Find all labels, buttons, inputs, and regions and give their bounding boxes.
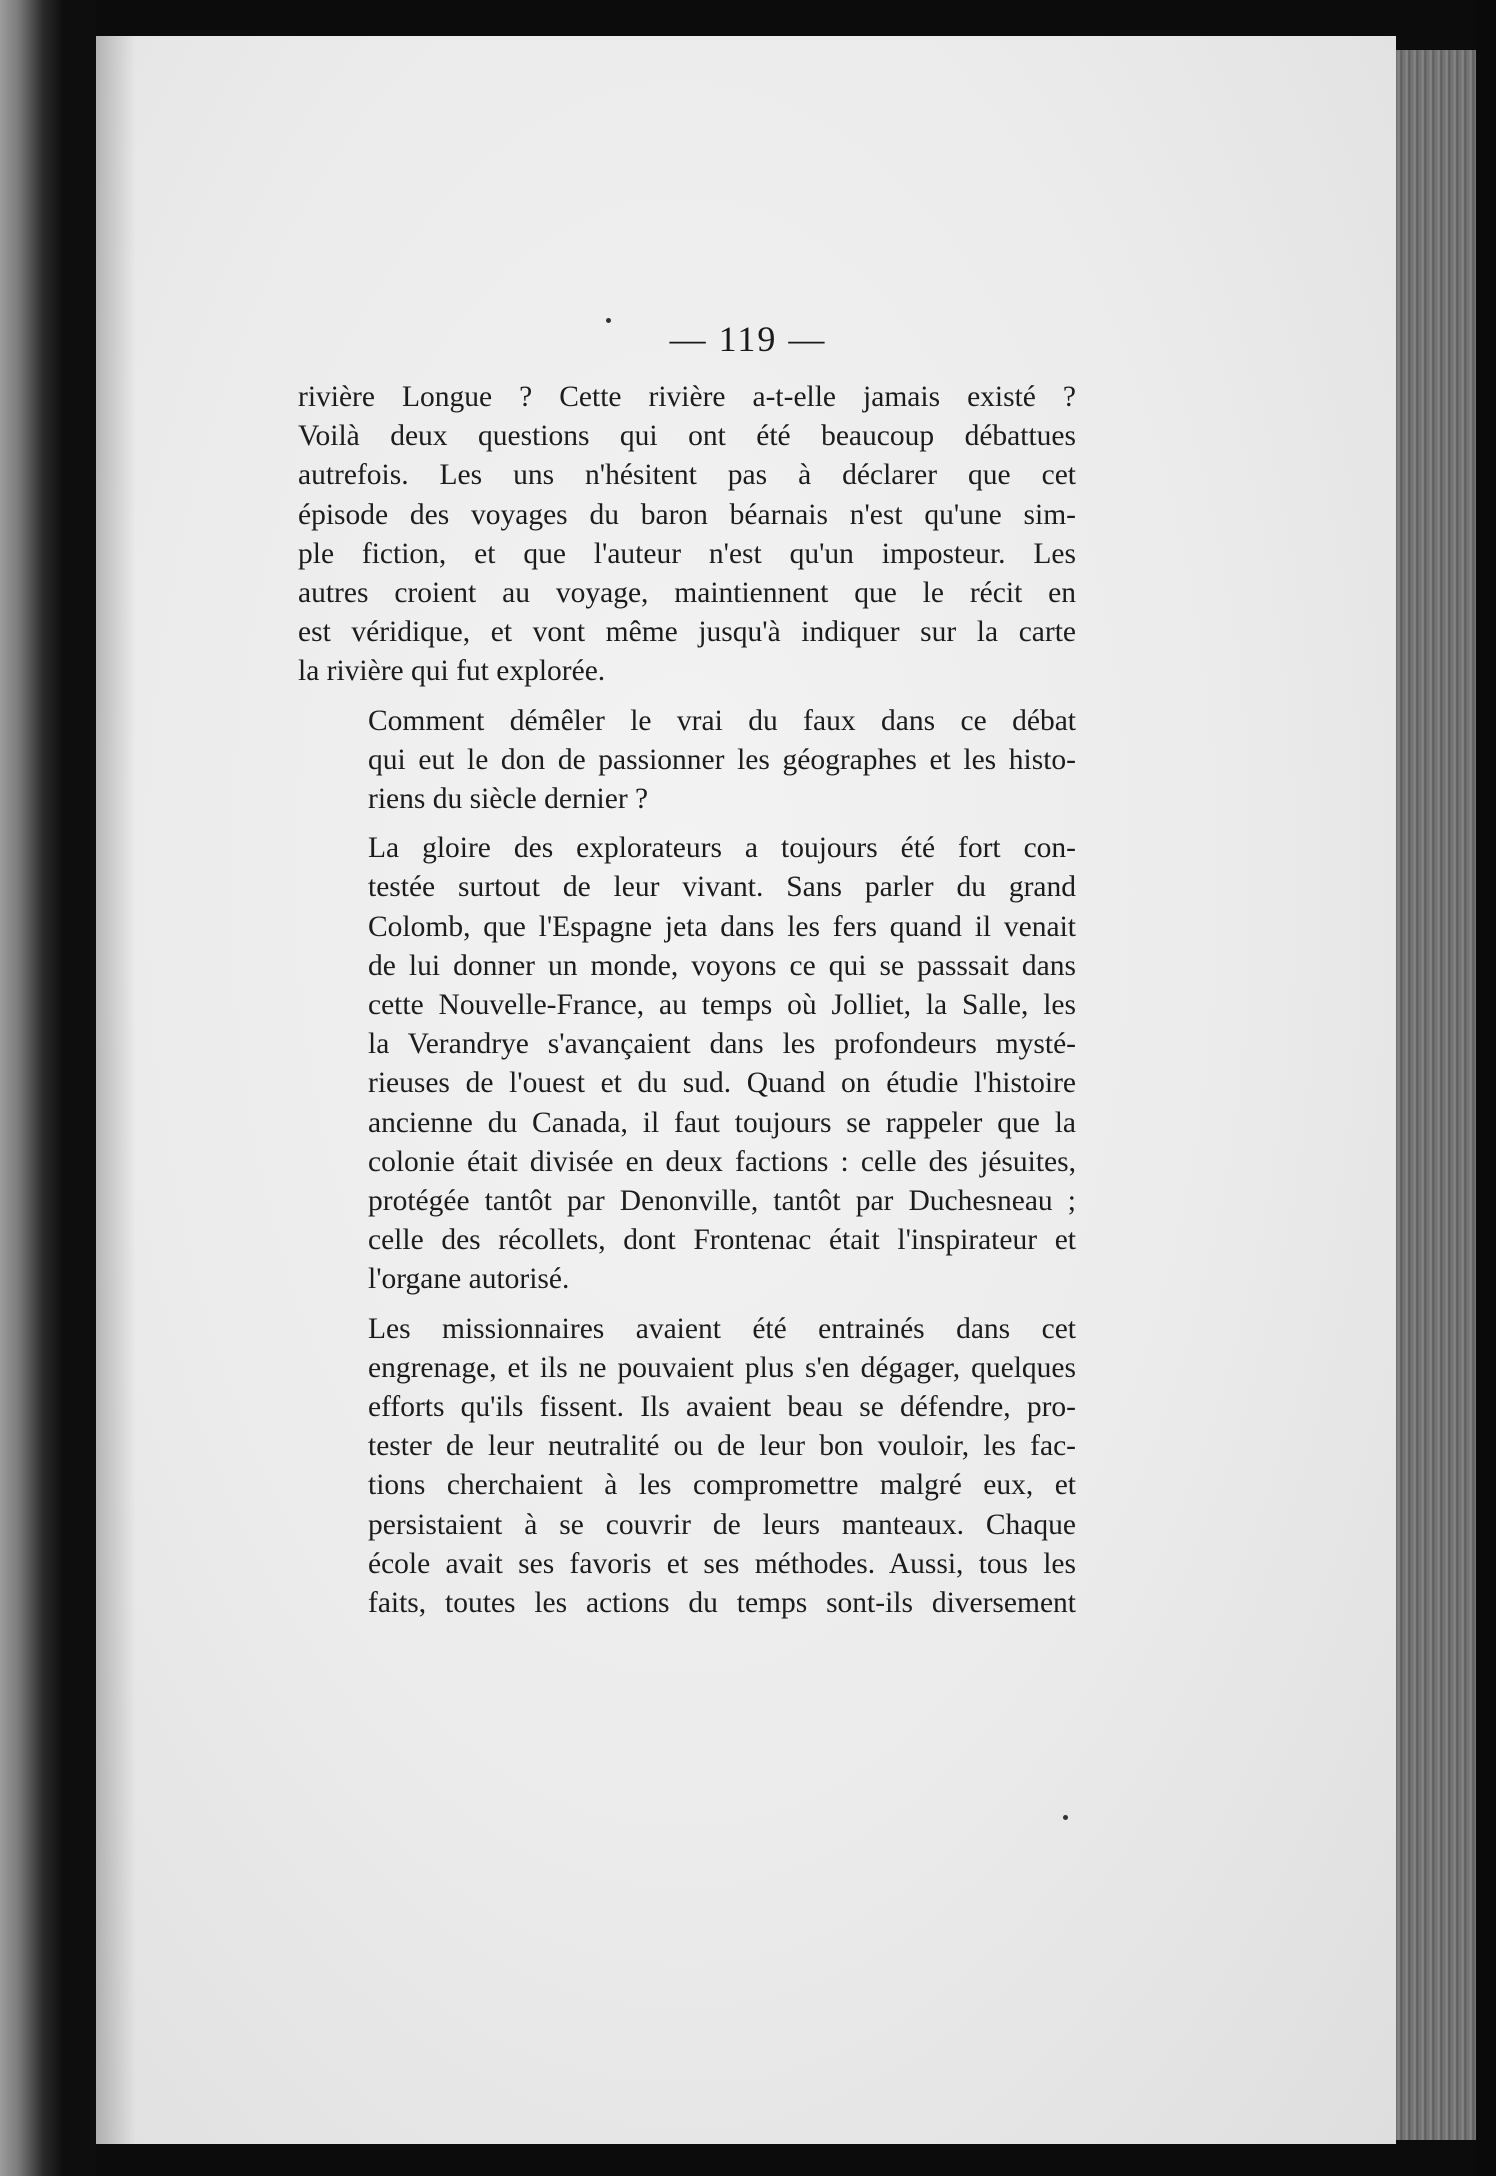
text-line: Voilà deux questions qui ont été beaucoup débattues <box>298 420 1076 453</box>
text-line: épisode des voyages du baron béarnais n'est qu'une sim- <box>298 498 1076 531</box>
text-line: faits, toutes les actions du temps sont-ils diversement <box>368 1587 1076 1620</box>
text-line: école avait ses favoris et ses méthodes. Aussi, tous les <box>368 1547 1076 1580</box>
ink-speck <box>1063 1815 1068 1820</box>
text-line: Colomb, que l'Espagne jeta dans les fers quand il venait <box>368 910 1076 943</box>
body-text <box>298 378 1076 1623</box>
text-line: cette Nouvelle-France, au temps où Jolliet, la Salle, les <box>368 989 1076 1022</box>
text-line: persistaient à se couvrir de leurs manteaux. Chaque <box>368 1508 1076 1541</box>
page-number: — 119 — <box>669 319 827 359</box>
text-line: autrefois. Les uns n'hésitent pas à déclarer que cet <box>298 459 1076 492</box>
text-line: colonie était divisée en deux factions : celle des jésuites, <box>368 1145 1076 1178</box>
text-line: ple fiction, et que l'auteur n'est qu'un imposteur. Les <box>298 537 1076 570</box>
paragraph-3 <box>298 829 1076 1299</box>
text-line: tions cherchaient à les compromettre malgré eux, et <box>368 1469 1076 1502</box>
text-line: La gloire des explorateurs a toujours été fort con- <box>368 832 1076 865</box>
text-line: de lui donner un monde, voyons ce qui se passsait dans <box>368 949 1076 982</box>
text-line: qui eut le don de passionner les géographes et les histo- <box>368 743 1076 776</box>
page-stack-edges <box>1396 50 1476 2140</box>
text-line: protégée tantôt par Denonville, tantôt par Duchesneau ; <box>368 1185 1076 1218</box>
text-line: tester de leur neutralité ou de leur bon vouloir, les fac- <box>368 1430 1076 1463</box>
text-line: est véridique, et vont même jusqu'à indiquer sur la carte <box>298 616 1076 649</box>
text-line: efforts qu'ils fissent. Ils avaient beau se défendre, pro- <box>368 1391 1076 1424</box>
text-line: la Verandrye s'avançaient dans les profondeurs mysté- <box>368 1028 1076 1061</box>
text-line: ancienne du Canada, il faut toujours se rappeler que la <box>368 1106 1076 1139</box>
text-line: riens du siècle dernier ? <box>368 783 649 816</box>
paragraph-2 <box>298 702 1076 820</box>
text-line: rieuses de l'ouest et du sud. Quand on étudie l'histoire <box>368 1067 1076 1100</box>
text-line: Les missionnaires avaient été entrainés dans cet <box>368 1312 1076 1345</box>
text-line: celle des récollets, dont Frontenac était l'inspirateur et <box>368 1224 1076 1257</box>
paragraph-1 <box>298 378 1076 692</box>
paragraph-4 <box>298 1310 1076 1624</box>
text-line: Comment démêler le vrai du faux dans ce débat <box>368 704 1076 737</box>
text-line: la rivière qui fut explorée. <box>298 655 606 688</box>
text-line: rivière Longue ? Cette rivière a-t-elle jamais existé ? <box>298 381 1076 413</box>
text-line: l'organe autorisé. <box>368 1263 570 1296</box>
text-line: autres croient au voyage, maintiennent que le récit en <box>298 577 1076 610</box>
text-line: engrenage, et ils ne pouvaient plus s'en dégager, quelques <box>368 1351 1076 1384</box>
text-line: testée surtout de leur vivant. Sans parler du grand <box>368 871 1076 904</box>
